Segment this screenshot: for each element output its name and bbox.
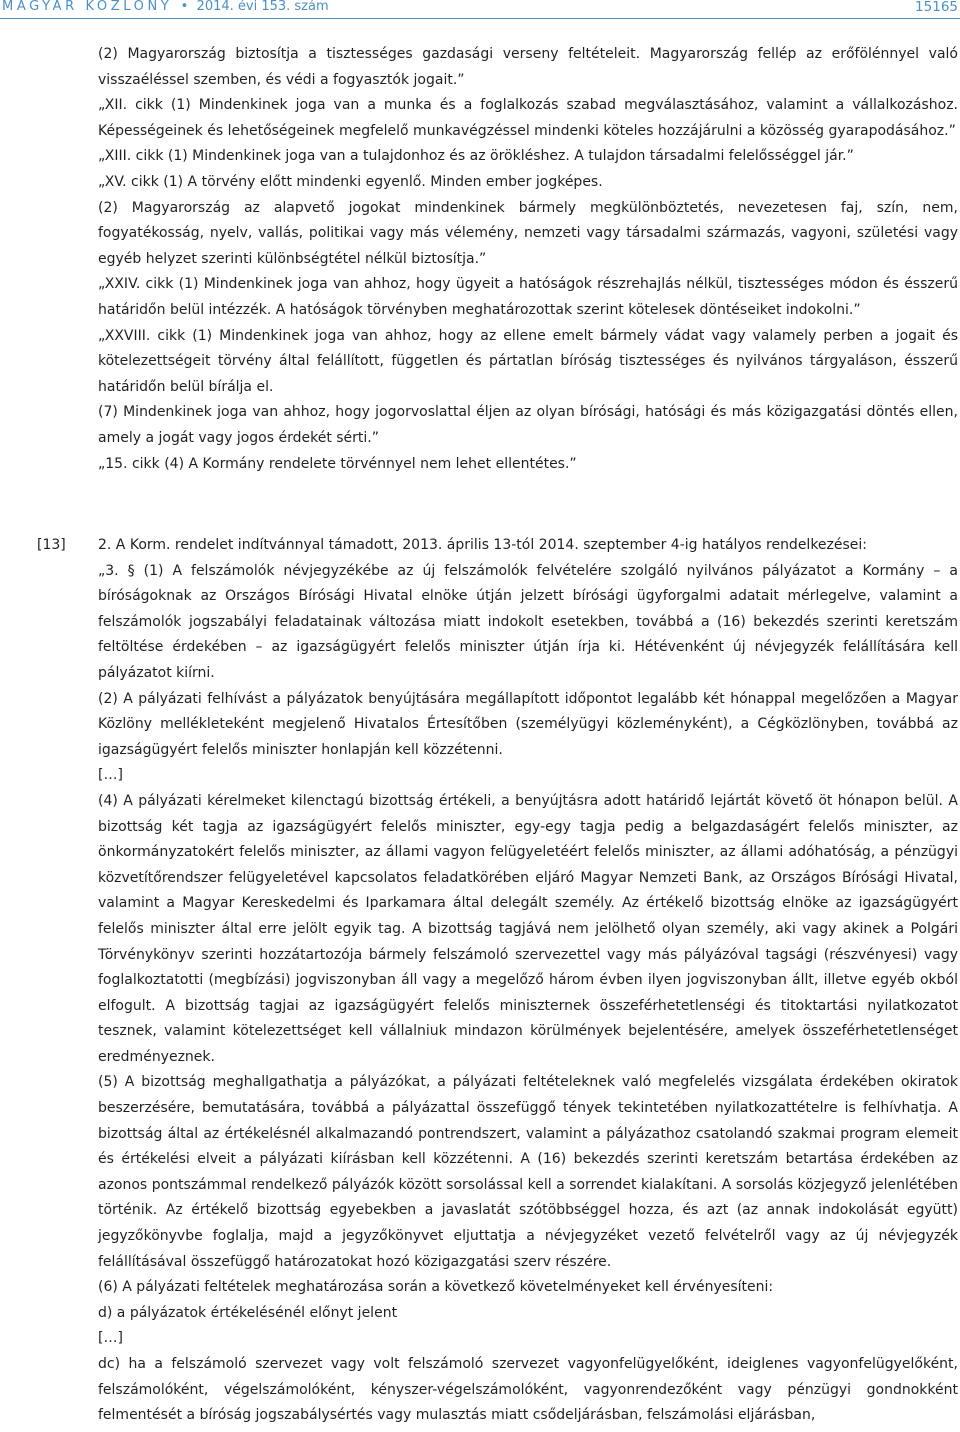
paragraph: (2) Magyarország biztosítja a tisztességes gazdasági verseny feltételeit. Magyarország fellép az erőfölénnyel való visszaéléssel szemben, és védi a fogyasztók jogait.” xyxy=(98,46,958,88)
paragraph: (5) A bizottság meghallgathatja a pályázókat, a pályázati feltételeknek való megfelelés vizsgálata érdekében okiratok beszerzésére, bemutatására, továbbá a pályázattal összefüggő tények tekintetében nyilatkozattételre is felhívhatja. A bizottság által az értékelésnél alkalmazandó pontrendszert, valamint a pályázathoz csatolandó szakmai program elemeit és értékelési elveit a pályázati kiírásban kell közzétenni. A (16) bekezdés szerinti keretszám betartása érdekében az azonos pontszámmal rendelkező pályázók között sorsolással kell a sorrendet kialakítani. A sorsolás közjegyző jelenlétében történik. Az értékelő bizottság egyebekben a javaslatát szótöbbséggel hozza, és azt (az annak indokolását együtt) jegyzőkönyvbe foglalja, majd a jegyzőkönyvet eljuttatja a névjegyzéket vezető felvételről vagy az új névjegyzék felállításával összefüggő határozatokat hozó közigazgatási szerv részére. xyxy=(98,1074,958,1270)
paragraph: „XV. cikk (1) A törvény előtt mindenki egyenlő. Minden ember jogképes. xyxy=(98,173,603,190)
paragraph: (2) Magyarország az alapvető jogokat mindenkinek bármely megkülönböztetés, nevezetesen faj, szín, nem, fogyatékosság, nyelv, vallás, politikai vagy más vélemény, nemzeti vagy társadalmi származás, vagyoni, születési vagy egyéb helyzet szerinti különbségtétel nélkül biztosítja.” xyxy=(98,199,958,267)
paragraph: […] xyxy=(98,1330,123,1347)
running-header xyxy=(2,0,329,14)
quoted-provisions xyxy=(98,42,958,477)
paragraph: „XII. cikk (1) Mindenkinek joga van a munka és a foglalkozás szabad megválasztásához, valamint a vállalkozáshoz. Képességeinek és lehetőségeinek megfelelő munkavégzéssel mindenki köteles hozzájárulni a közösség gyarapodásához.” xyxy=(98,97,958,139)
paragraph: 2. A Korm. rendelet indítvánnyal támadott, 2013. április 13-tól 2014. szeptember 4-ig hatályos rendelkezései: xyxy=(98,537,868,553)
paragraph: […] xyxy=(98,767,123,784)
paragraph: „XXIV. cikk (1) Mindenkinek joga van ahhoz, hogy ügyeit a hatóságok részrehajlás nélkül, tisztességes módon és ésszerű határidőn belül intézzék. A hatóságok törvényben meghatározottak szerint kötelesek döntéseiket indokolni.” xyxy=(98,276,958,318)
note-number: [13] xyxy=(37,537,66,553)
paragraph: (7) Mindenkinek joga van ahhoz, hogy jogorvoslattal éljen az olyan bírósági, hatósági és más közigazgatási döntés ellen, amely a jogát vagy jogos érdekét sérti.” xyxy=(98,404,958,446)
header-bullet: • xyxy=(176,0,193,14)
header-rule xyxy=(0,18,960,19)
paragraph: „3. § (1) A felszámolók névjegyzékébe az új felszámolók felvételére szolgáló nyilvános pályázatot a Kormány – a bíróságoknak az Országos Bírósági Hivatal elnöke útján jelzett bírósági ügyforgalmi adatait mérlegelve, valamint a felszámolók jogszabályi feladatainak változása miatt indokolt esetekben, továbbá a (16) bekezdés szerinti keretszám feltöltése érdekében – az igazságügyért felelős miniszter útján írja ki. Hétévenként új névjegyzék felállítására kell pályázatot kiírni. xyxy=(98,562,958,681)
paragraph: „XXVIII. cikk (1) Mindenkinek joga van ahhoz, hogy az ellene emelt bármely vádat vagy valamely perben a jogait és kötelezettségeit törvény által felállított, független és pártatlan bíróság tisztességes és nyilvános tárgyaláson, ésszerű határidőn belül bírálja el. xyxy=(98,327,958,395)
paragraph: „15. cikk (4) A Kormány rendelete törvénnyel nem lehet ellentétes.” xyxy=(98,455,577,472)
paragraph: „XIII. cikk (1) Mindenkinek joga van a tulajdonhoz és az örökléshez. A tulajdon társadalmi felelősséggel jár.” xyxy=(98,148,854,165)
page-number: 15165 xyxy=(915,0,958,15)
paragraph: (6) A pályázati feltételek meghatározása során a következő követelményeket kell érvényesíteni: xyxy=(98,1279,774,1296)
paragraph: dc) ha a felszámoló szervezet vagy volt felszámoló szervezet vagyonfelügyelőként, ideiglenes vagyonfelügyelőként, felszámolóként, végelszámolóként, kényszer-végelszámolóként, vagyonrendezőként vagy pénzügyi gondnokként felmentését a bíróság jogszabálysértés vagy mulasztás miatt csődeljárásban, felszámolási eljárásban, xyxy=(98,1356,958,1424)
paragraph: d) a pályázatok értékelésénél előnyt jelent xyxy=(98,1304,398,1321)
publication-title: MAGYAR KÖZLÖNY xyxy=(2,0,173,14)
paragraph: (2) A pályázati felhívást a pályázatok benyújtására megállapított időpontot legalább két hónappal megelőzően a Magyar Közlöny mellékleteként megjelenő Hivatalos Értesítőben (személyügyi közleményként), a Cégközlönyben, továbbá az igazságügyért felelős miniszter honlapján kell közzétenni. xyxy=(98,690,958,758)
paragraph: (4) A pályázati kérelmeket kilenctagú bizottság értékeli, a benyújtásra adott határidő lejártát követő öt hónapon belül. A bizottság két tagja az igazságügyért felelős miniszter, egy-egy tagja pedig a belgazdaságért felelős miniszter, az önkormányzatokért felelős miniszter, az állami vagyon felügyeletéért felelős miniszter, az állami adóhatóság, a pénzügyi közvetítőrendszer felügyeletével kapcsolatos feladatkörében eljáró Magyar Nemzeti Bank, az Országos Bírósági Hivatal, valamint a Magyar Kereskedelmi és Iparkamara által delegált személy. Az értékelő bizottság elnöke az igazságügyért felelős miniszter által erre jelölt egyik tag. A bizottság tagjává nem jelölhető olyan személy, aki vagy akinek a Polgári Törvénykönyv szerinti hozzátartozója bármely felszámoló szervezettel vagy más pályázóval tagsági (részvényesi) vagy foglalkoztatotti (megbízási) jogviszonyban áll vagy a megelőző három évben ilyen jogviszonyban állt, illetve egyéb okból elfogult. A bizottság tagjai az igazságügyért felelős miniszternek összeférhetetlenségi és titoktartási nyilatkozatot tesznek, valamint kötelezettséget kell vállalniuk mindazon körülmények bejelentésére, amelyek összeférhetetlenséget eredményeznek. xyxy=(98,792,958,1065)
issue-label: 2014. évi 153. szám xyxy=(196,0,329,14)
note-body xyxy=(98,533,958,1429)
page-header xyxy=(0,0,960,24)
